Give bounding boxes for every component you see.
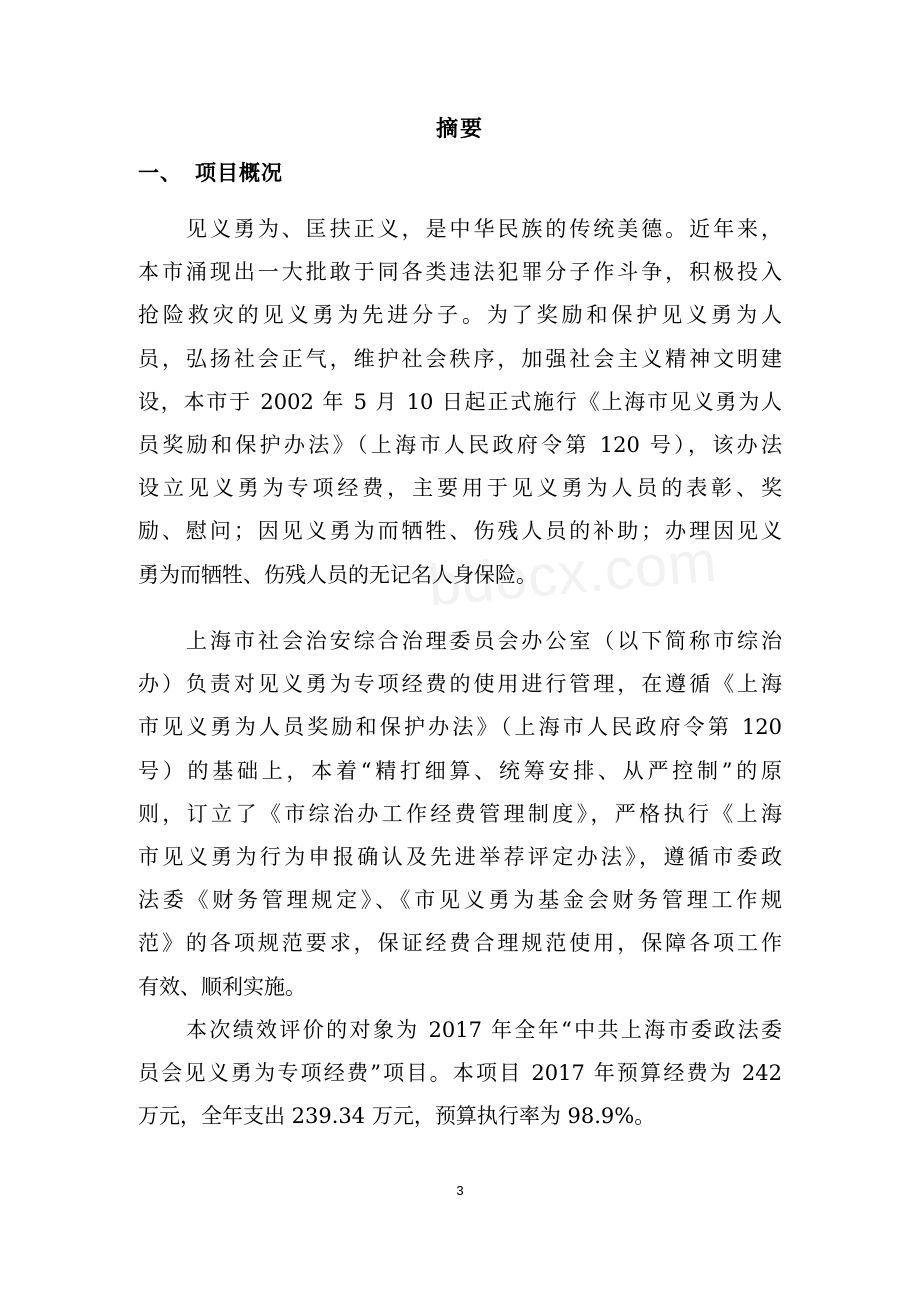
section-number: 一、 [138, 161, 182, 185]
paragraph-line: 市见义勇为行为申报确认及先进举荐评定办法》，遵循市委政 [138, 844, 782, 869]
section-heading-text: 项目概况 [195, 161, 283, 185]
paragraph-1 [138, 208, 782, 597]
section-heading [138, 157, 283, 187]
paragraph-line: 员奖励和保护办法》（上海市人民政府令第 120 号），该办法 [138, 432, 782, 457]
paragraph-line: 有效、顺利实施。 [138, 974, 306, 999]
watermark: bdocx.com [425, 528, 720, 619]
paragraph-line: 本次绩效评价的对象为 2017 年全年“中共上海市委政法委 [186, 1018, 782, 1042]
paragraph-2 [138, 620, 782, 1009]
paragraph-line: 励、慰问；因见义勇为而牺牲、伤残人员的补助；办理因见义 [138, 519, 782, 544]
paragraph-line: 办）负责对见义勇为专项经费的使用进行管理，在遵循《上海 [138, 672, 782, 697]
paragraph-line: 市见义勇为人员奖励和保护办法》（上海市人民政府令第 120 [138, 715, 782, 740]
paragraph-line: 设，本市于 2002 年 5 月 10 日起正式施行《上海市见义勇为人 [138, 389, 782, 414]
paragraph-line: 则，订立了《市综治办工作经费管理制度》，严格执行《上海 [138, 801, 782, 826]
paragraph-line: 范》的各项规范要求，保证经费合理规范使用，保障各项工作 [138, 931, 782, 956]
paragraph-line: 号）的基础上，本着“精打细算、统筹安排、从严控制”的原 [138, 758, 782, 783]
paragraph-line: 设立见义勇为专项经费，主要用于见义勇为人员的表彰、奖 [138, 476, 782, 501]
paragraph-line: 本市涌现出一大批敢于同各类违法犯罪分子作斗争，积极投入 [138, 260, 782, 285]
paragraph-line: 员，弘扬社会正气，维护社会秩序，加强社会主义精神文明建 [138, 346, 782, 371]
page-number: 3 [456, 1183, 464, 1198]
paragraph-line: 员会见义勇为专项经费”项目。本项目 2017 年预算经费为 242 [138, 1061, 782, 1086]
paragraph-line: 万元，全年支出 239.34 万元，预算执行率为 98.9%。 [138, 1104, 656, 1129]
paragraph-3 [138, 1009, 782, 1139]
paragraph-line: 见义勇为、匡扶正义，是中华民族的传统美德。近年来， [186, 217, 782, 241]
paragraph-line: 抢险救灾的见义勇为先进分子。为了奖励和保护见义勇为人 [138, 303, 782, 328]
paragraph-line: 上海市社会治安综合治理委员会办公室（以下简称市综治 [186, 629, 782, 653]
paragraph-line: 法委《财务管理规定》、《市见义勇为基金会财务管理工作规 [138, 888, 782, 913]
paragraph-line: 勇为而牺牲、伤残人员的无记名人身保险。 [138, 562, 537, 587]
document-title: 摘要 [435, 117, 484, 142]
